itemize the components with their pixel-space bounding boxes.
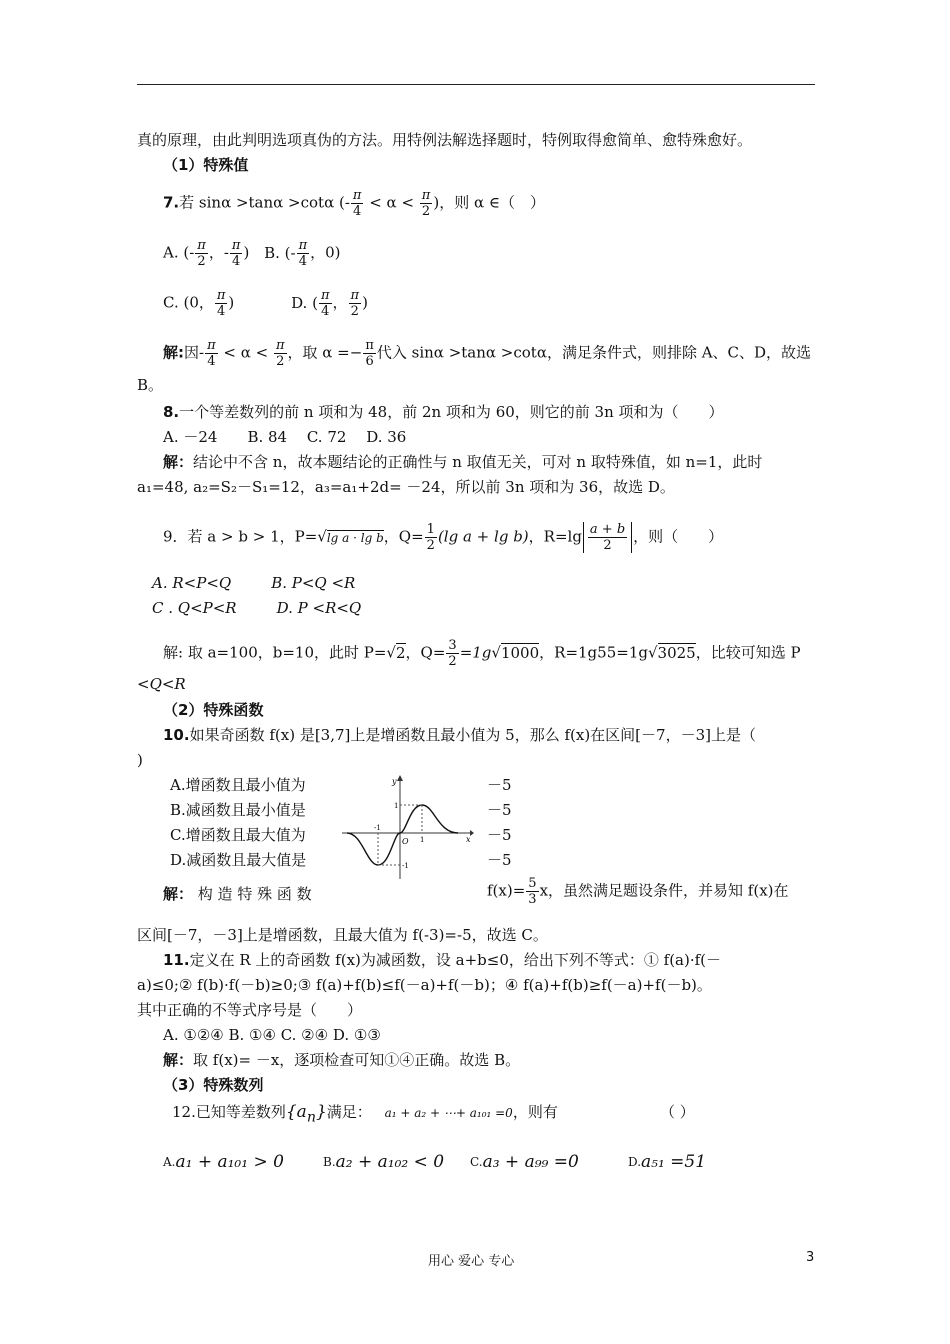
- q10-solution: 解： 构 造 特 殊 函 数: [163, 885, 312, 903]
- q7-stem: 若 sinα >tanα >cotα (-: [179, 193, 350, 212]
- q9-solution: 解: 取 a=100，b=10，此时 P=√2，Q= $\frac{3}{2}$ =1g√1000，R=1g55=1g√3025，比较可知选 P: [163, 638, 801, 669]
- section-special-sequence: （3）特殊数列: [163, 1076, 264, 1094]
- q12-paren: （ ）: [660, 1103, 695, 1121]
- odd-function-graph: [342, 775, 474, 880]
- q11-options: A. ①②④ B. ①④ C. ②④ D. ①③: [163, 1026, 381, 1044]
- footer-motto: 用心 爱心 专心: [428, 1254, 515, 1269]
- q10-solution-fx: f(x)= $\frac{5}{3}$ x，虽然满足题设条件，并易知 f(x)在: [487, 876, 789, 907]
- q11-stem-2: a)≤0;② f(b)·f(－b)≥0;③ f(a)+f(b)≤f(－a)+f(－b)；④ f(a)+f(b)≥f(－a)+f(－b)。: [137, 976, 712, 994]
- tick-y1: 1: [394, 802, 399, 810]
- q7-options-ab: A. (- $\frac{\pi}{2}$ ，- $\frac{\pi}{4}$ ) B. (- $\frac{\pi}{4}$ ，0): [163, 238, 341, 269]
- q7-solution-end: B。: [137, 376, 164, 394]
- q10-value-c: －5: [487, 826, 512, 844]
- q10-option-d: D.减函数且最大值是: [170, 851, 307, 869]
- origin-label: O: [402, 837, 409, 846]
- q10-value-b: －5: [487, 801, 512, 819]
- tick-1: 1: [420, 836, 425, 844]
- tick-m1: -1: [374, 824, 381, 832]
- question-8: 8.一个等差数列的前 n 项和为 48，前 2n 项和为 60，则它的前 3n 项和为（ ）: [163, 403, 724, 421]
- q7-options-cd: C. (0， $\frac{\pi}{4}$ ) D. ( $\frac{\pi}{4}$ ， $\frac{\pi}{2}$ ): [163, 288, 368, 319]
- y-axis-arrow: [397, 775, 403, 781]
- header-rule: [137, 84, 815, 85]
- x-label: x: [466, 835, 471, 844]
- q7-number: 7.: [163, 193, 180, 212]
- q8-options: A. －24 B. 84 C. 72 D. 36: [163, 428, 407, 446]
- q10-solution-2: 区间[－7，－3]上是增函数，且最大值为 f(-3)=-5，故选 C。: [137, 926, 548, 944]
- section-special-function: （2）特殊函数: [163, 701, 264, 719]
- question-11: 11.定义在 R 上的奇函数 f(x)为减函数，设 a+b≤0，给出下列不等式：① f(a)·f(－: [163, 951, 722, 969]
- intro-line: 真的原理，由此判明选项真伪的方法。用特例法解选择题时，特例取得愈简单、愈特殊愈好。: [137, 131, 753, 149]
- x-axis-arrow: [470, 830, 474, 836]
- question-7: 7.若 sinα >tanα >cotα (- $\frac{\pi}{4}$ < α < $\frac{\pi}{2}$ )，则 α ∈（ ）: [163, 188, 545, 219]
- q9-options-ab: A. R<P<Q B. P<Q <R: [152, 574, 356, 592]
- q12-option-c: $^{C.}$a₃ + a₉₉ =0: [470, 1152, 579, 1172]
- q12-option-b: $^{B.}$a₂ + a₁₀₂ < 0: [323, 1152, 445, 1172]
- q12-option-a: $^{A.}$a₁ + a₁₀₁ > 0: [163, 1152, 284, 1172]
- q7-solution: 解:因- $\frac{\pi}{4}$ < α < $\frac{\pi}{2}$ ，取 α =− $\frac{\pi}{6}$ 代入 sinα >tanα >cotα，满足条件式，则排除 A、C、D，故选: [163, 338, 812, 369]
- q10-value-a: －5: [487, 776, 512, 794]
- question-9: 9．若 a > b > 1，P=√lg a · lg b，Q= $\frac{1}{2}$ (lg a + lg b)，R=lg $\frac{a + b}{2}$ ，则（ ）: [163, 522, 724, 553]
- page-number: 3: [806, 1250, 815, 1265]
- q10-option-a: A.增函数且最小值为: [170, 776, 306, 794]
- q10-option-b: B.减函数且最小值是: [170, 801, 306, 819]
- y-label: y: [392, 777, 397, 786]
- q11-stem-3: 其中正确的不等式序号是（ ）: [137, 1001, 363, 1019]
- question-12: 12.已知等差数列$\{a_n\}$满足： a₁ + a₂ + ⋯+ a₁₀₁ =0，则有: [172, 1102, 558, 1126]
- q8-solution: 解：结论中不含 n，故本题结论的正确性与 n 取值无关，可对 n 取特殊值，如 n=1，此时: [163, 453, 763, 471]
- question-10: 10.如果奇函数 f(x) 是[3,7]上是增函数且最小值为 5，那么 f(x)在区间[－7，－3]上是（: [163, 726, 756, 744]
- q11-solution: 解：取 f(x)= －x，逐项检查可知①④正确。故选 B。: [163, 1051, 521, 1069]
- q10-option-c: C.增函数且最大值为: [170, 826, 306, 844]
- tick-ym1: -1: [402, 862, 409, 870]
- q8-solution-2: a₁=48, a₂=S₂－S₁=12，a₃=a₁+2d= －24，所以前 3n 项和为 36，故选 D。: [137, 478, 675, 496]
- section-special-value: （1）特殊值: [163, 156, 249, 174]
- q12-option-d: $^{D.}$a₅₁ =51: [628, 1152, 707, 1172]
- q10-value-d: －5: [487, 851, 512, 869]
- q9-solution-end: <Q<R: [137, 675, 186, 693]
- q10-paren: ): [137, 751, 143, 769]
- q9-options-cd: C . Q<P<R D. P <R<Q: [152, 599, 362, 617]
- curve: [347, 805, 458, 865]
